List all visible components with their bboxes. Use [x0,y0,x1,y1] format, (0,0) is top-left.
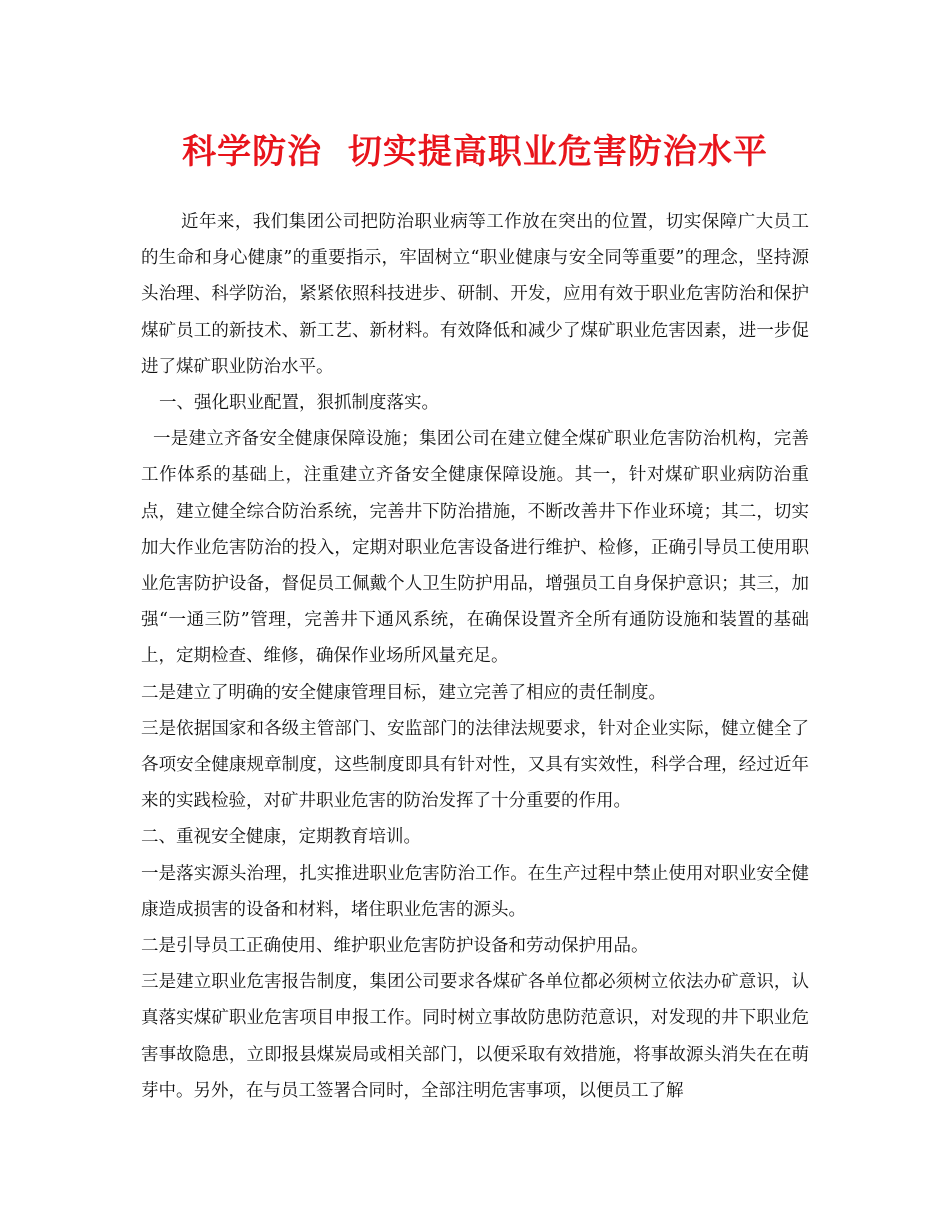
paragraph-2-2: 二是引导员工正确使用、维护职业危害防护设备和劳动保护用品。 [141,936,649,957]
paragraph-2-3: 三是建立职业危害报告制度，集团公司要求各煤矿各单位都必须树立依法办矿意识，认真落实煤矿职业危害项目申报工作。同时树立事故防患防范意识，对发现的井下职业危害事故隐患，立即报县煤炭局或相关部门，以便采取有效措施，将事故源头消失在在萌芽中。另外，在与员工签署合同时，全部注明危害事项，以便员工了解 [141,972,809,1101]
section-heading-1: 一、强化职业配置，狠抓制度落实。 [159,393,439,414]
paragraph-1-1: 一是建立齐备安全健康保障设施；集团公司在建立健全煤矿职业危害防治机构，完善工作体系的基础上，注重建立齐备安全健康保障设施。其一，针对煤矿职业病防治重点，建立健全综合防治系统，完善井下防治措施，不断改善井下作业环境；其二，切实加大作业危害防治的投入，定期对职业危害设备进行维护、检修，正确引导员工使用职业危害防护设备，督促员工佩戴个人卫生防护用品，增强员工自身保护意识；其三，加强“一通三防”管理，完善井下通风系统，在确保设置齐全所有通防设施和装置的基础上，定期检查、维修，确保作业场所风量充足。 [141,429,809,667]
paragraph-intro: 近年来，我们集团公司把防治职业病等工作放在突出的位置，切实保障广大员工的生命和身心健康”的重要指示，牢固树立“职业健康与安全同等重要”的理念，坚持源头治理、科学防治，紧紧依照科技进步、研制、开发，应用有效于职业危害防治和保护煤矿员工的新技术、新工艺、新材料。有效降低和减少了煤矿职业危害因素，进一步促进了煤矿职业防治水平。 [141,212,809,377]
paragraph-1-2: 二是建立了明确的安全健康管理目标，建立完善了相应的责任制度。 [141,682,666,703]
document-title: 科学防治 切实提高职业危害防治水平 [182,132,768,172]
paragraph-1-3: 三是依据国家和各级主管部门、安监部门的法律法规要求，针对企业实际，健立健全了各项安全健康规章制度，这些制度即具有针对性，又具有实效性，科学合理，经过近年来的实践检验，对矿井职业危害的防治发挥了十分重要的作用。 [141,718,809,812]
section-heading-2: 二、重视安全健康，定期教育培训。 [141,827,421,848]
document-body [141,204,809,1109]
paragraph-2-1: 一是落实源头治理，扎实推进职业危害防治工作。在生产过程中禁止使用对职业安全健康造成损害的设备和材料，堵住职业危害的源头。 [141,863,809,920]
